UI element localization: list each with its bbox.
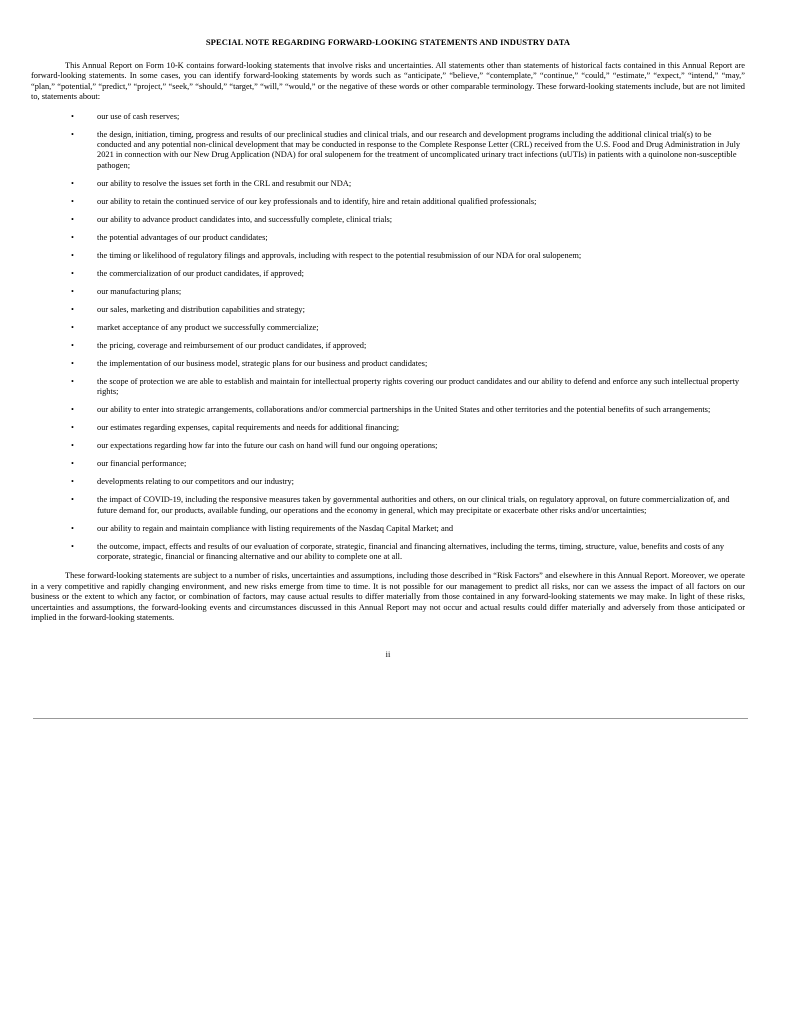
bullet-icon: • [71,459,74,469]
list-item-text: our ability to resolve the issues set forth in the CRL and resubmit our NDA; [97,178,352,188]
bullet-icon: • [71,477,74,487]
list-item-text: our ability to advance product candidates into, and successfully complete, clinical trials; [97,214,393,224]
bullet-icon: • [71,178,74,188]
bullet-icon: • [71,495,74,505]
list-item-text: developments relating to our competitors and our industry; [97,477,295,487]
bullet-icon: • [71,541,74,551]
list-item-text: our manufacturing plans; [97,286,182,296]
list-item [31,524,745,534]
list-item [31,477,745,487]
list-item [31,405,745,415]
list-item-text: our financial performance; [97,459,187,469]
list-item-text: our use of cash reserves; [97,111,180,121]
list-item-text: the implementation of our business model, strategic plans for our business and product candidates; [97,358,428,368]
page-number: ii [385,649,391,659]
list-item [31,542,745,563]
list-item-text: the outcome, impact, effects and results of our evaluation of corporate, strategic, financial and financing alternatives, including the terms, timing, structure, value, benefits and costs of any corporate, strategic, financial or financing alternative and our ability to complete one at all. [97,541,725,562]
list-item [31,233,745,243]
bullet-icon: • [71,322,74,332]
list-item-text: the pricing, coverage and reimbursement of our product candidates, if approved; [97,340,367,350]
bullet-icon: • [71,286,74,296]
list-item-text: our ability to enter into strategic arrangements, collaborations and/or commercial partnerships in the United States and other territories and the potential benefits of such arrangements; [97,405,711,415]
list-item-text: our expectations regarding how far into the future our cash on hand will fund our ongoing operations; [97,441,438,451]
list-item-text: the design, initiation, timing, progress and results of our preclinical studies and clinical trials, and our research and development programs including the additional clinical trial(s) to be conducted and any potential non-clinical development that may be conducted in response to the Complete Response Letter (CRL) received from the U.S. Food and Drug Administration in July 2021 in connection with our New Drug Application (NDA) for oral sulopenem for the treatment of uncomplicated urinary tract infections (uUTIs) in patients with a quinolone non-susceptible pathogen; [97,129,741,170]
list-item-text: market acceptance of any product we successfully commercialize; [97,322,319,332]
page-title: SPECIAL NOTE REGARDING FORWARD-LOOKING STATEMENTS AND INDUSTRY DATA [205,37,571,47]
list-item-text: our ability to regain and maintain compliance with listing requirements of the Nasdaq Capital Market; and [97,523,454,533]
bullet-icon: • [71,423,74,433]
list-item [31,215,745,225]
bullet-icon: • [71,196,74,206]
list-item [31,377,745,398]
bullet-icon: • [71,214,74,224]
list-item [31,305,745,315]
list-item [31,459,745,469]
bullet-icon: • [71,111,74,121]
bullet-icon: • [71,304,74,314]
bullet-icon: • [71,250,74,260]
list-item [31,359,745,369]
list-item [31,341,745,351]
bullet-icon: • [71,232,74,242]
list-item [31,323,745,333]
bullet-icon: • [71,376,74,386]
list-item [31,423,745,433]
document-page [31,37,745,659]
list-item-text: the commercialization of our product candidates, if approved; [97,268,304,278]
bullet-icon: • [71,340,74,350]
list-item-text: our sales, marketing and distribution capabilities and strategy; [97,304,305,314]
list-item [31,197,745,207]
list-item [31,179,745,189]
bullet-icon: • [71,358,74,368]
list-item [31,130,745,172]
intro-paragraph: This Annual Report on Form 10-K contains forward-looking statements that involve risks and uncertainties. All statements other than statements of historical facts contained in this Annual Report are forward-looking statements. In some cases, you can identify forward-looking statements by words such as “anticipate,” “believe,” “contemplate,” “continue,” “could,” “estimate,” “expect,” “intend,” “may,” “plan,” “potential,” “predict,” “project,” “seek,” “should,” “target,” “will,” “would,” or the negative of these words or other comparable terminology. These forward-looking statements include, but are not limited to, statements about: [31,61,745,102]
list-item-text: our estimates regarding expenses, capital requirements and needs for additional financing; [97,423,400,433]
bullet-icon: • [71,441,74,451]
list-item-text: the scope of protection we are able to establish and maintain for intellectual property rights covering our product candidates and our ability to defend and enforce any such intellectual property rights; [97,376,740,397]
footer-divider [33,718,748,719]
list-item [31,112,745,122]
list-item [31,251,745,261]
closing-paragraph: These forward-looking statements are subject to a number of risks, uncertainties and assumptions, including those described in “Risk Factors” and elsewhere in this Annual Report. Moreover, we operate in a very competitive and rapidly changing environment, and new risks emerge from time to time. It is not possible for our management to predict all risks, nor can we assess the impact of all factors on our business or the extent to which any factor, or combination of factors, may cause actual results to differ materially from those contained in any forward-looking statements we may make. In light of these risks, uncertainties and assumptions, the forward-looking events and circumstances discussed in this Annual Report may not occur and actual results could differ materially and adversely from those anticipated or implied in the forward-looking statements. [31,571,745,623]
bullet-icon: • [71,523,74,533]
bullet-icon: • [71,405,74,415]
bullet-icon: • [71,129,74,139]
bullet-icon: • [71,268,74,278]
list-item [31,269,745,279]
list-item-text: the potential advantages of our product candidates; [97,232,268,242]
list-item [31,287,745,297]
list-item [31,441,745,451]
list-item [31,495,745,516]
list-item-text: the impact of COVID-19, including the responsive measures taken by governmental authorities and others, on our clinical trials, on regulatory approval, on future commercialization of, and future demand for, our products, available funding, our operations and the economy in general, which may precipitate or exacerbate other risks and/or uncertainties; [97,495,730,515]
forward-looking-list [31,112,745,563]
list-item-text: the timing or likelihood of regulatory filings and approvals, including with respect to the potential resubmission of our NDA for oral sulopenem; [97,250,582,260]
list-item-text: our ability to retain the continued service of our key professionals and to identify, hire and retain additional qualified professionals; [97,196,537,206]
